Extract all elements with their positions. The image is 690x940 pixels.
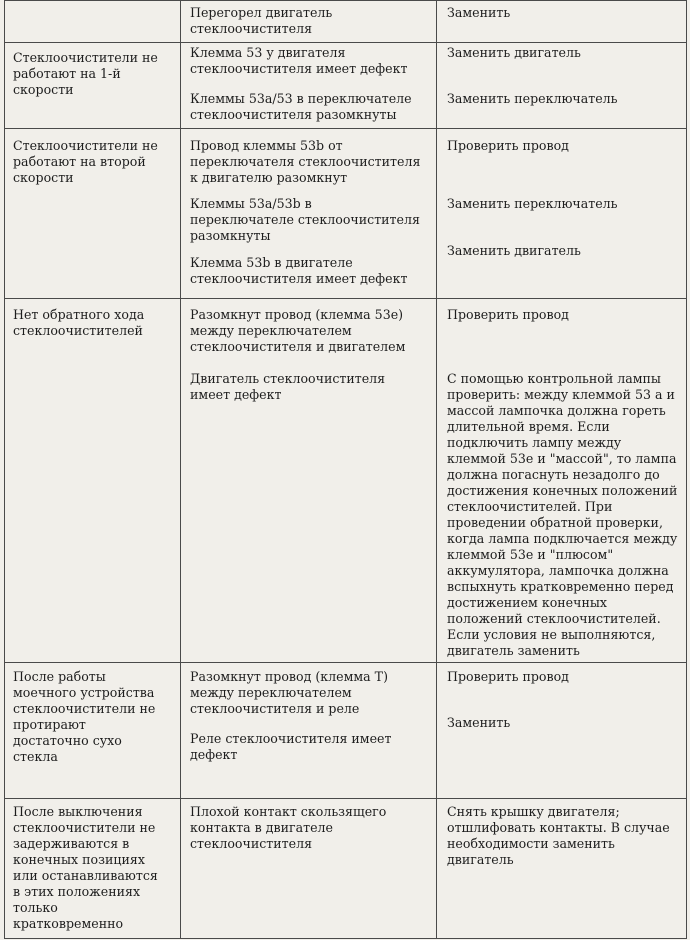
symptom-text: Нет обратного хода стеклоочистителей bbox=[13, 307, 145, 338]
cause-text: Разомкнут провод (клемма 53е) между переключателем стеклоочистителя и двигателем bbox=[190, 307, 406, 354]
remedy-text: Проверить провод bbox=[447, 138, 569, 153]
cause-cell bbox=[181, 129, 437, 299]
cause-cell bbox=[181, 299, 437, 663]
remedy-text: Проверить провод bbox=[447, 669, 569, 684]
remedy-text: С помощью контрольной лампы проверить: между клеммой 53 а и массой лампочка должна гореть длительной время. Если подключить лампу между клеммой 53е и "массой", то лампа должна погаснуть незадолго до достижения конечных положений стеклоочистителей. При проведении обратной проверки, когда лампа подключается между клеммой 53е и "плюсом" аккумулятора, лампочка должна вспыхнуть кратковременно перед достижением конечных положений стеклоочистителей. Если условия не выполняются, двигатель заменить bbox=[447, 371, 678, 658]
remedy-cell bbox=[437, 299, 687, 663]
cause-cell bbox=[181, 663, 437, 799]
remedy-cell bbox=[437, 129, 687, 299]
table-row bbox=[5, 299, 687, 663]
symptom-cell bbox=[5, 663, 181, 799]
cause-text: Плохой контакт скользящего контакта в двигателе стеклоочистителя bbox=[190, 804, 387, 851]
table-row bbox=[5, 663, 687, 799]
troubleshooting-table bbox=[4, 0, 687, 939]
symptom-text: Стеклоочистители не работают на второй скорости bbox=[13, 138, 158, 185]
remedy-text: Заменить переключатель bbox=[447, 196, 618, 211]
cause-text: Клемма 53b в двигателе стеклоочистителя имеет дефект bbox=[190, 255, 408, 286]
symptom-text: После работы моечного устройства стеклоочистители не протирают достаточно сухо стекла bbox=[13, 669, 156, 764]
cause-text: Провод клеммы 53b от переключателя стеклоочистителя к двигателю разомкнут bbox=[190, 138, 421, 185]
cause-cell bbox=[181, 799, 437, 939]
cause-text: Клемма 53 у двигателя стеклоочистителя имеет дефект bbox=[190, 45, 408, 76]
remedy-cell bbox=[437, 1, 687, 43]
symptom-cell bbox=[5, 129, 181, 299]
symptom-text: Стеклоочистители не работают на 1-й скорости bbox=[13, 50, 158, 97]
remedy-text: Заменить двигатель bbox=[447, 243, 581, 258]
table-row bbox=[5, 129, 687, 299]
cause-cell bbox=[181, 43, 437, 129]
cause-text: Двигатель стеклоочистителя имеет дефект bbox=[190, 371, 386, 402]
remedy-text: Снять крышку двигателя; отшлифовать контакты. В случае необходимости заменить двигатель bbox=[447, 804, 670, 867]
table-row bbox=[5, 799, 687, 939]
symptom-cell bbox=[5, 1, 181, 43]
cause-text: Перегорел двигатель стеклоочистителя bbox=[190, 5, 333, 36]
cause-text: Реле стеклоочистителя имеет дефект bbox=[190, 731, 392, 762]
remedy-cell bbox=[437, 663, 687, 799]
cause-text: Клеммы 53а/53b в переключателе стеклоочистителя разомкнуты bbox=[190, 196, 420, 243]
remedy-text: Заменить переключатель bbox=[447, 91, 618, 106]
remedy-text: Заменить двигатель bbox=[447, 45, 581, 60]
symptom-cell bbox=[5, 299, 181, 663]
symptom-text: После выключения стеклоочистители не задерживаются в конечных позициях или останавливаются в этих положениях только кратковременно bbox=[13, 804, 158, 931]
symptom-cell bbox=[5, 43, 181, 129]
remedy-text: Заменить bbox=[447, 715, 511, 730]
remedy-text: Заменить bbox=[447, 5, 511, 20]
remedy-cell bbox=[437, 43, 687, 129]
cause-cell bbox=[181, 1, 437, 43]
symptom-cell bbox=[5, 799, 181, 939]
remedy-cell bbox=[437, 799, 687, 939]
cause-text: Клеммы 53а/53 в переключателе стеклоочистителя разомкнуты bbox=[190, 91, 412, 122]
table-row bbox=[5, 43, 687, 129]
table-row bbox=[5, 1, 687, 43]
cause-text: Разомкнут провод (клемма Т) между переключателем стеклоочистителя и реле bbox=[190, 669, 388, 716]
remedy-text: Проверить провод bbox=[447, 307, 569, 322]
